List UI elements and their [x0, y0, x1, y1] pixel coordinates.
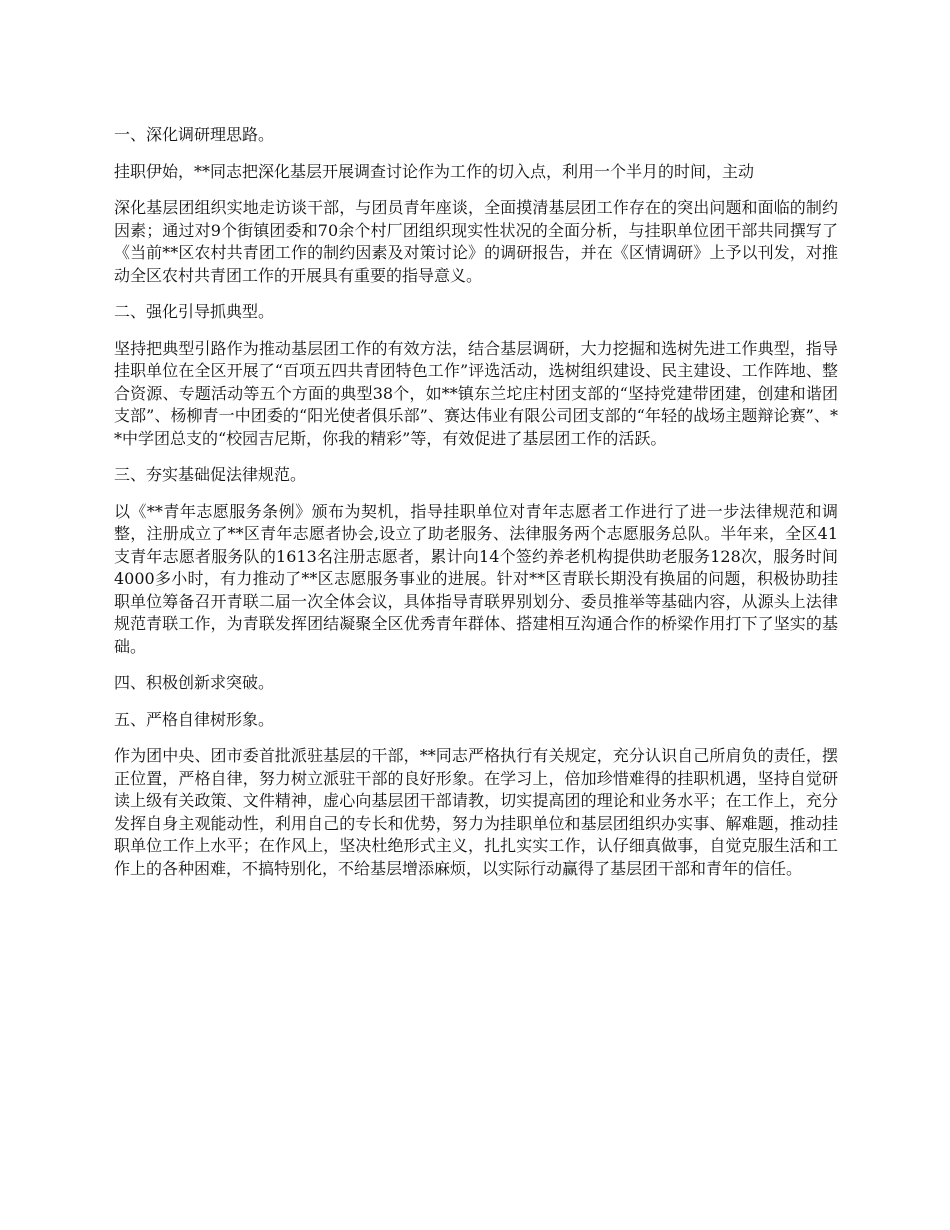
section-heading-4: 四、积极创新求突破。	[114, 673, 275, 692]
paragraph-2: 深化基层团组织实地走访谈干部，与团员青年座谈，全面摸清基层团工作存在的突出问题和面临的制约因素；通过对9个街镇团委和70余个村厂团组织现实性状况的全面分析，与挂职单位团干部共同撰写了《当前**区农村共青团工作的制约因素及对策讨论》的调研报告，并在《区情调研》上予以刊发，对推动全区农村共青团工作的开展具有重要的指导意义。	[114, 198, 838, 285]
paragraph-1: 挂职伊始，**同志把深化基层开展调查讨论作为工作的切入点，利用一个半月的时间，主动	[114, 161, 755, 181]
section-heading-3: 三、夯实基础促法律规范。	[114, 465, 307, 484]
paragraph-5: 作为团中央、团市委首批派驻基层的干部，**同志严格执行有关规定，充分认识自己所肩负的责任，摆正位置，严格自律，努力树立派驻干部的良好形象。在学习上，倍加珍惜难得的挂职机遇，坚持自觉研读上级有关政策、文件精神，虚心向基层团干部请教，切实提高团的理论和业务水平；在工作上，充分发挥自身主观能动性，利用自己的专长和优势，努力为挂职单位和基层团组织办实事、解难题，推动挂职单位工作上水平；在作风上，坚决杜绝形式主义，扎扎实实工作，认仔细真做事，自觉克服生活和工作上的各种困难，不搞特别化，不给基层增添麻烦，以实际行动赢得了基层团干部和青年的信任。	[114, 746, 838, 878]
paragraph-3: 坚持把典型引路作为推动基层团工作的有效方法，结合基层调研，大力挖掘和选树先进工作典型，指导挂职单位在全区开展了“百项五四共青团特色工作”评选活动，选树组织建设、民主建设、工作阵地、整合资源、专题活动等五个方面的典型38个，如**镇东兰坨庄村团支部的“坚持党建带团建，创建和谐团支部”、杨柳青一中团委的“阳光使者俱乐部”、赛达伟业有限公司团支部的“年轻的战场主题辩论赛”、**中学团总支的“校园吉尼斯，你我的精彩”等，有效促进了基层团工作的活跃。	[114, 338, 838, 448]
section-heading-1: 一、深化调研理思路。	[114, 125, 275, 144]
document-body	[114, 124, 838, 894]
section-heading-2: 二、强化引导抓典型。	[114, 302, 275, 321]
paragraph-4: 以《**青年志愿服务条例》颁布为契机，指导挂职单位对青年志愿者工作进行了进一步法律规范和调整，注册成立了**区青年志愿者协会,设立了助老服务、法律服务两个志愿服务总队。半年来，全区41支青年志愿者服务队的1613名注册志愿者，累计向14个签约养老机构提供助老服务128次，服务时间4000多小时，有力推动了**区志愿服务事业的进展。针对**区青联长期没有换届的问题，积极协助挂职单位筹备召开青联二届一次全体会议，具体指导青联界别划分、委员推举等基础内容，从源头上法律规范青联工作，为青联发挥团结凝聚全区优秀青年群体、搭建相互沟通合作的桥梁作用打下了坚实的基础。	[114, 501, 838, 656]
section-heading-5: 五、严格自律树形象。	[114, 709, 275, 729]
